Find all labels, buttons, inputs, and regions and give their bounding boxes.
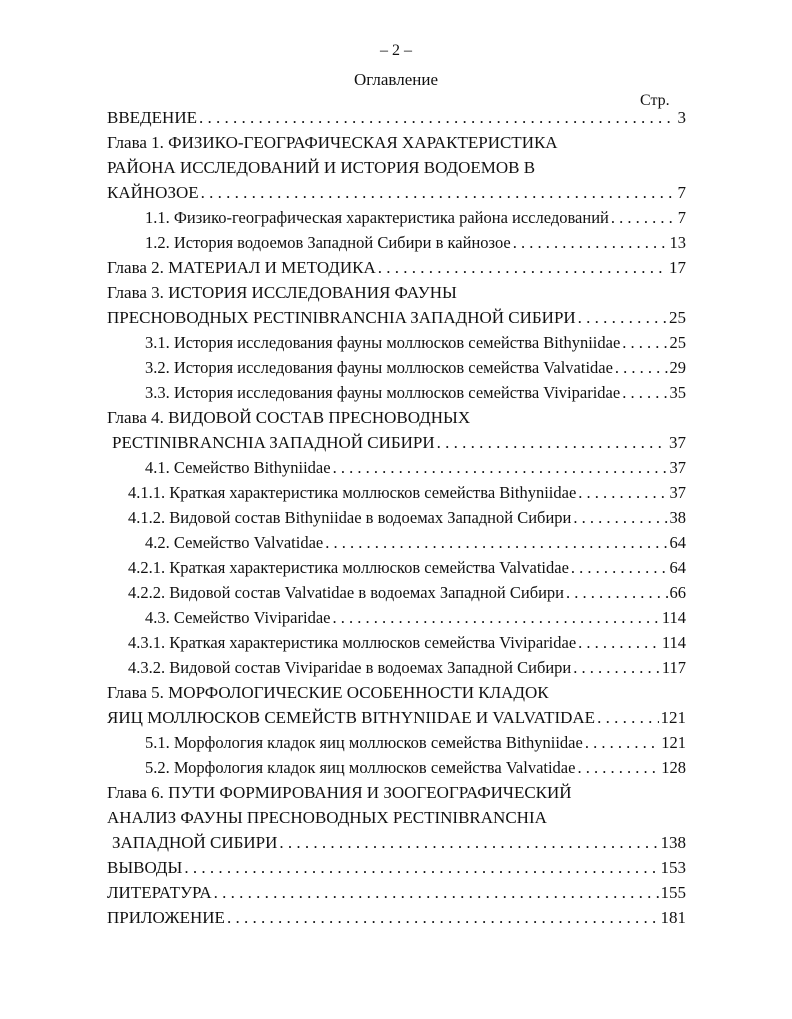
toc-leader-dots <box>566 581 668 605</box>
toc-entry-title: ВВЕДЕНИЕ <box>107 108 197 127</box>
toc-entry <box>107 156 535 180</box>
toc-entry <box>112 431 686 455</box>
toc-entry <box>145 231 686 255</box>
toc-entry-page: 35 <box>669 383 686 402</box>
toc-entry-title: 4.1.2. Видовой состав Bithyniidae в водоемах Западной Сибири <box>128 508 572 527</box>
toc-entry-page: 138 <box>660 833 686 852</box>
toc-entry-title: 4.3. Семейство Viviparidae <box>145 608 331 627</box>
toc-entry-page: 7 <box>677 208 686 227</box>
toc-leader-dots <box>622 381 667 405</box>
toc-entry <box>145 731 686 755</box>
toc-entry-page: 114 <box>661 608 686 627</box>
toc-entry-page: 128 <box>661 758 686 777</box>
toc-entry <box>145 331 686 355</box>
toc-entry-page: 25 <box>669 308 686 327</box>
toc-entry <box>145 356 686 380</box>
toc-entry-title: ЗАПАДНОЙ СИБИРИ <box>112 833 278 852</box>
toc-entry <box>107 106 686 130</box>
toc-entry <box>128 581 686 605</box>
toc-entry-page: 3 <box>677 108 686 127</box>
toc-entry <box>107 906 686 930</box>
toc-entry-page: 66 <box>669 583 686 602</box>
toc-entry-page: 37 <box>669 458 686 477</box>
toc-entry <box>107 781 572 805</box>
toc-entry-page: 13 <box>669 233 686 252</box>
toc-entry-title: ЛИТЕРАТУРА <box>107 883 212 902</box>
toc-leader-dots <box>199 106 676 130</box>
toc-entry <box>145 456 686 480</box>
toc-entry-title: Глава 5. МОРФОЛОГИЧЕСКИЕ ОСОБЕННОСТИ КЛАДОК <box>107 683 549 702</box>
toc-entry-title: АНАЛИЗ ФАУНЫ ПРЕСНОВОДНЫХ PECTINIBRANCHIA <box>107 808 547 827</box>
toc-leader-dots <box>615 356 668 380</box>
toc-entry <box>107 881 686 905</box>
toc-entry-title: ЯИЦ МОЛЛЮСКОВ СЕМЕЙСТВ BITHYNIIDAE И VALVATIDAE <box>107 708 596 727</box>
toc-entry-page: 37 <box>669 483 686 502</box>
toc-entry <box>107 856 686 880</box>
toc-entry-page: 121 <box>660 708 686 727</box>
toc-entry <box>128 631 686 655</box>
toc-entry-title: 4.3.2. Видовой состав Viviparidae в водоемах Западной Сибири <box>128 658 572 677</box>
toc-leader-dots <box>333 456 668 480</box>
toc-leader-dots <box>378 256 667 280</box>
toc-entry <box>107 281 457 305</box>
toc-leader-dots <box>622 331 667 355</box>
toc-entry-page: 64 <box>669 533 686 552</box>
toc-leader-dots <box>611 206 676 230</box>
toc-entry <box>107 406 470 430</box>
toc-entry-title: ПРИЛОЖЕНИЕ <box>107 908 225 927</box>
toc-entry <box>145 206 686 230</box>
toc-entry <box>107 706 686 730</box>
toc-entry-title: 4.2.2. Видовой состав Valvatidae в водоемах Западной Сибири <box>128 583 564 602</box>
toc-entry <box>107 681 549 705</box>
toc-entry <box>128 481 686 505</box>
toc-entry-page: 153 <box>660 858 686 877</box>
toc-entry <box>112 831 686 855</box>
toc-heading: Оглавление <box>354 70 438 89</box>
toc-entry-title: Глава 2. МАТЕРИАЛ И МЕТОДИКА <box>107 258 376 277</box>
toc-leader-dots <box>513 231 668 255</box>
toc-entry <box>145 531 686 555</box>
toc-entry-page: 17 <box>669 258 686 277</box>
toc-entry-title: 4.1.1. Краткая характеристика моллюсков семейства Bithyniidae <box>128 483 577 502</box>
toc-entry <box>107 181 686 205</box>
toc-entry-page: 38 <box>669 508 686 527</box>
toc-entry-title: 4.3.1. Краткая характеристика моллюсков семейства Viviparidae <box>128 633 577 652</box>
toc-entry-title: 3.3. История исследования фауны моллюсков семейства Viviparidae <box>145 383 621 402</box>
toc-entry <box>145 606 686 630</box>
toc-leader-dots <box>325 531 667 555</box>
toc-entry <box>128 656 686 680</box>
toc-entry-title: ПРЕСНОВОДНЫХ PECTINIBRANCHIA ЗАПАДНОЙ СИБИРИ <box>107 308 576 327</box>
toc-leader-dots <box>279 831 658 855</box>
toc-entry-page: 25 <box>669 333 686 352</box>
toc-entry-page: 37 <box>669 433 686 452</box>
toc-entry-title: 4.1. Семейство Bithyniidae <box>145 458 331 477</box>
toc-entry-page: 117 <box>661 658 686 677</box>
toc-leader-dots <box>571 556 668 580</box>
toc-entry <box>107 131 558 155</box>
toc-leader-dots <box>573 506 667 530</box>
toc-entry <box>107 306 686 330</box>
toc-leader-dots <box>437 431 667 455</box>
toc-entry <box>145 381 686 405</box>
toc-leader-dots <box>573 656 660 680</box>
toc-entry-title: 3.2. История исследования фауны моллюсков семейства Valvatidae <box>145 358 613 377</box>
toc-leader-dots <box>227 906 659 930</box>
toc-leader-dots <box>578 306 667 330</box>
toc-entry <box>128 506 686 530</box>
toc-leader-dots <box>578 481 667 505</box>
toc-entry <box>107 256 686 280</box>
toc-entry <box>107 806 547 830</box>
toc-entry-title: PECTINIBRANCHIA ЗАПАДНОЙ СИБИРИ <box>112 433 435 452</box>
toc-leader-dots <box>585 731 659 755</box>
page-column-header: Стр. <box>640 92 670 109</box>
toc-entry <box>128 556 686 580</box>
toc-entry-title: 3.1. История исследования фауны моллюсков семейства Bithyniidae <box>145 333 621 352</box>
toc-leader-dots <box>214 881 659 905</box>
toc-entry-title: 4.2.1. Краткая характеристика моллюсков семейства Valvatidae <box>128 558 569 577</box>
toc-entry-page: 64 <box>669 558 686 577</box>
toc-entry-title: Глава 3. ИСТОРИЯ ИССЛЕДОВАНИЯ ФАУНЫ <box>107 283 457 302</box>
toc-entry-title: 5.2. Морфология кладок яиц моллюсков семейства Valvatidae <box>145 758 576 777</box>
toc-leader-dots <box>577 756 659 780</box>
toc-entry-title: 1.1. Физико-географическая характеристика района исследований <box>145 208 609 227</box>
toc-entry-title: 5.1. Морфология кладок яиц моллюсков семейства Bithyniidae <box>145 733 583 752</box>
toc-entry-title: ВЫВОДЫ <box>107 858 183 877</box>
toc-entry-page: 29 <box>669 358 686 377</box>
toc-entry-title: Глава 1. ФИЗИКО-ГЕОГРАФИЧЕСКАЯ ХАРАКТЕРИСТИКА <box>107 133 558 152</box>
toc-entry-title: Глава 6. ПУТИ ФОРМИРОВАНИЯ И ЗООГЕОГРАФИЧЕСКИЙ <box>107 783 572 802</box>
toc-entry-page: 155 <box>660 883 686 902</box>
toc-entry-title: 4.2. Семейство Valvatidae <box>145 533 324 552</box>
page-number: – 2 – <box>380 42 412 59</box>
toc-entry-title: Глава 4. ВИДОВОЙ СОСТАВ ПРЕСНОВОДНЫХ <box>107 408 471 427</box>
toc-leader-dots <box>332 606 659 630</box>
toc-entry-page: 7 <box>677 183 686 202</box>
toc-entry-title: 1.2. История водоемов Западной Сибири в кайнозое <box>145 233 511 252</box>
toc-entry-title: РАЙОНА ИССЛЕДОВАНИЙ И ИСТОРИЯ ВОДОЕМОВ В <box>107 158 536 177</box>
toc-leader-dots <box>578 631 660 655</box>
toc-leader-dots <box>184 856 658 880</box>
toc-entry-title: КАЙНОЗОЕ <box>107 183 199 202</box>
toc-entry <box>145 756 686 780</box>
toc-leader-dots <box>597 706 658 730</box>
toc-entry-page: 114 <box>661 633 686 652</box>
toc-entry-page: 181 <box>660 908 686 927</box>
toc-entry-page: 121 <box>661 733 686 752</box>
toc-leader-dots <box>201 181 676 205</box>
